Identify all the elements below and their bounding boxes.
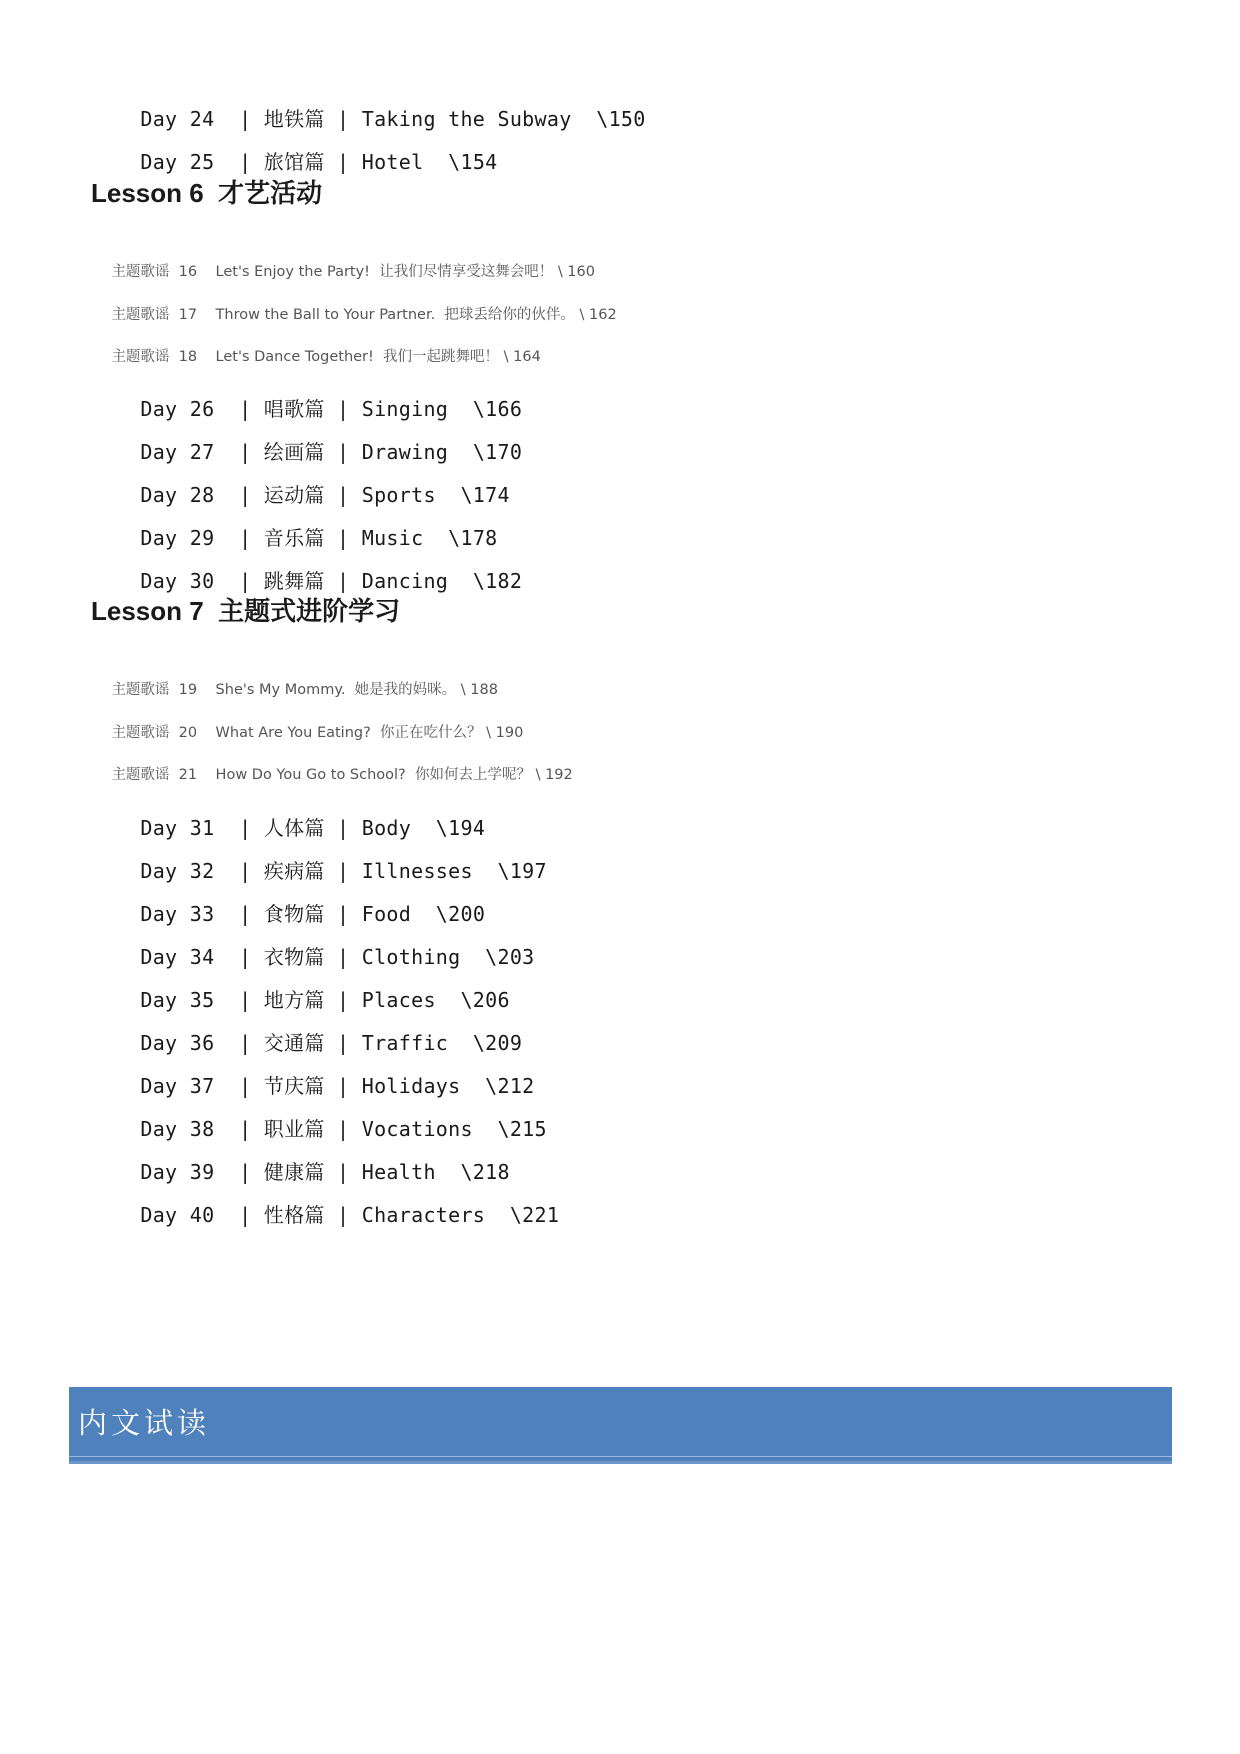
day-number: Day 40 <box>140 1203 215 1227</box>
day-english: Holidays <box>361 1074 461 1098</box>
day-topic: 性格篇 <box>263 1203 325 1227</box>
page-number: \212 <box>485 1074 535 1098</box>
toc-day-row[interactable]: Day 40 | 性格篇 | Characters \221 <box>140 1203 560 1227</box>
page-number: \150 <box>596 107 646 131</box>
day-english: Places <box>361 988 436 1012</box>
page-number: \203 <box>485 945 535 969</box>
toc-day-row[interactable]: Day 30 | 跳舞篇 | Dancing \182 <box>140 569 523 593</box>
day-english: Taking the Subway <box>361 107 572 131</box>
song-label: 主题歌谣 17 <box>111 307 198 323</box>
day-topic: 音乐篇 <box>263 526 325 550</box>
toc-day-row[interactable]: Day 25 | 旅馆篇 | Hotel \154 <box>140 150 498 174</box>
toc-day-row[interactable]: Day 26 | 唱歌篇 | Singing \166 <box>140 397 523 421</box>
lesson-6-heading: Lesson 6 才艺活动 <box>91 178 323 208</box>
day-topic: 旅馆篇 <box>263 150 325 174</box>
song-label: 主题歌谣 20 <box>111 725 198 741</box>
day-number: Day 26 <box>140 397 215 421</box>
toc-day-row[interactable]: Day 33 | 食物篇 | Food \200 <box>140 902 486 926</box>
toc-day-row[interactable]: Day 35 | 地方篇 | Places \206 <box>140 988 510 1012</box>
day-topic: 交通篇 <box>263 1031 325 1055</box>
day-topic: 地铁篇 <box>263 107 325 131</box>
song-label: 主题歌谣 18 <box>111 349 198 365</box>
song-text: Let's Dance Together! 我们一起跳舞吧！ \ 164 <box>215 349 541 365</box>
day-english: Food <box>361 902 412 926</box>
day-english: Illnesses <box>361 859 473 883</box>
song-label: 主题歌谣 21 <box>111 767 198 783</box>
song-text: Let's Enjoy the Party! 让我们尽情享受这舞会吧！ \ 160 <box>215 264 595 280</box>
day-english: Body <box>361 816 412 840</box>
day-english: Music <box>361 526 424 550</box>
day-number: Day 31 <box>140 816 215 840</box>
day-number: Day 35 <box>140 988 215 1012</box>
day-number: Day 27 <box>140 440 215 464</box>
day-topic: 地方篇 <box>263 988 325 1012</box>
day-topic: 健康篇 <box>263 1160 325 1184</box>
day-topic: 衣物篇 <box>263 945 325 969</box>
page-number: \215 <box>497 1117 547 1141</box>
page-number: \221 <box>509 1203 560 1227</box>
day-english: Drawing <box>361 440 449 464</box>
toc-day-row[interactable]: Day 37 | 节庆篇 | Holidays \212 <box>140 1074 535 1098</box>
toc-day-row[interactable]: Day 39 | 健康篇 | Health \218 <box>140 1160 510 1184</box>
toc-day-row[interactable]: Day 24 | 地铁篇 | Taking the Subway \150 <box>140 107 646 131</box>
page-number: \178 <box>448 526 498 550</box>
page-number: \194 <box>435 816 486 840</box>
day-number: Day 34 <box>140 945 215 969</box>
day-english: Clothing <box>361 945 461 969</box>
page-number: \182 <box>472 569 523 593</box>
page-number: \206 <box>460 988 510 1012</box>
page-number: \200 <box>435 902 486 926</box>
day-english: Sports <box>361 483 436 507</box>
day-english: Vocations <box>361 1117 473 1141</box>
day-topic: 食物篇 <box>263 902 325 926</box>
page-number: \174 <box>460 483 510 507</box>
day-topic: 绘画篇 <box>263 440 325 464</box>
day-topic: 人体篇 <box>263 816 325 840</box>
song-text: She's My Mommy. 她是我的妈咪。 \ 188 <box>215 682 498 698</box>
song-text: How Do You Go to School? 你如何去上学呢？ \ 192 <box>215 767 573 783</box>
day-number: Day 36 <box>140 1031 215 1055</box>
toc-day-row[interactable]: Day 29 | 音乐篇 | Music \178 <box>140 526 498 550</box>
lesson-7-heading: Lesson 7 主题式进阶学习 <box>91 596 401 626</box>
day-topic: 跳舞篇 <box>263 569 325 593</box>
day-english: Traffic <box>361 1031 449 1055</box>
toc-day-row[interactable]: Day 36 | 交通篇 | Traffic \209 <box>140 1031 523 1055</box>
page-number: \209 <box>472 1031 523 1055</box>
page-number: \218 <box>460 1160 510 1184</box>
page-number: \154 <box>448 150 498 174</box>
day-number: Day 39 <box>140 1160 215 1184</box>
song-label: 主题歌谣 19 <box>111 682 198 698</box>
day-english: Singing <box>361 397 449 421</box>
toc-day-row[interactable]: Day 28 | 运动篇 | Sports \174 <box>140 483 510 507</box>
day-topic: 唱歌篇 <box>263 397 325 421</box>
song-text: Throw the Ball to Your Partner. 把球丢给你的伙伴。 \ 162 <box>215 307 617 323</box>
banner-title: 内文试读 <box>78 1406 211 1440</box>
day-english: Health <box>361 1160 436 1184</box>
toc-day-row[interactable]: Day 32 | 疾病篇 | Illnesses \197 <box>140 859 547 883</box>
toc-day-row[interactable]: Day 27 | 绘画篇 | Drawing \170 <box>140 440 523 464</box>
page-number: \166 <box>472 397 523 421</box>
day-english: Hotel <box>361 150 424 174</box>
day-number: Day 29 <box>140 526 215 550</box>
day-topic: 职业篇 <box>263 1117 325 1141</box>
song-label: 主题歌谣 16 <box>111 264 198 280</box>
toc-day-row[interactable]: Day 34 | 衣物篇 | Clothing \203 <box>140 945 535 969</box>
day-number: Day 24 <box>140 107 215 131</box>
day-topic: 疾病篇 <box>263 859 325 883</box>
day-number: Day 38 <box>140 1117 215 1141</box>
day-number: Day 32 <box>140 859 215 883</box>
toc-day-row[interactable]: Day 31 | 人体篇 | Body \194 <box>140 816 486 840</box>
day-topic: 运动篇 <box>263 483 325 507</box>
day-english: Dancing <box>361 569 449 593</box>
day-english: Characters <box>361 1203 486 1227</box>
day-number: Day 37 <box>140 1074 215 1098</box>
day-number: Day 28 <box>140 483 215 507</box>
page-number: \197 <box>497 859 547 883</box>
day-number: Day 33 <box>140 902 215 926</box>
day-number: Day 25 <box>140 150 215 174</box>
day-number: Day 30 <box>140 569 215 593</box>
section-banner <box>69 1387 1172 1464</box>
toc-day-row[interactable]: Day 38 | 职业篇 | Vocations \215 <box>140 1117 547 1141</box>
day-topic: 节庆篇 <box>263 1074 325 1098</box>
song-text: What Are You Eating? 你正在吃什么？ \ 190 <box>215 725 524 741</box>
page-number: \170 <box>472 440 523 464</box>
